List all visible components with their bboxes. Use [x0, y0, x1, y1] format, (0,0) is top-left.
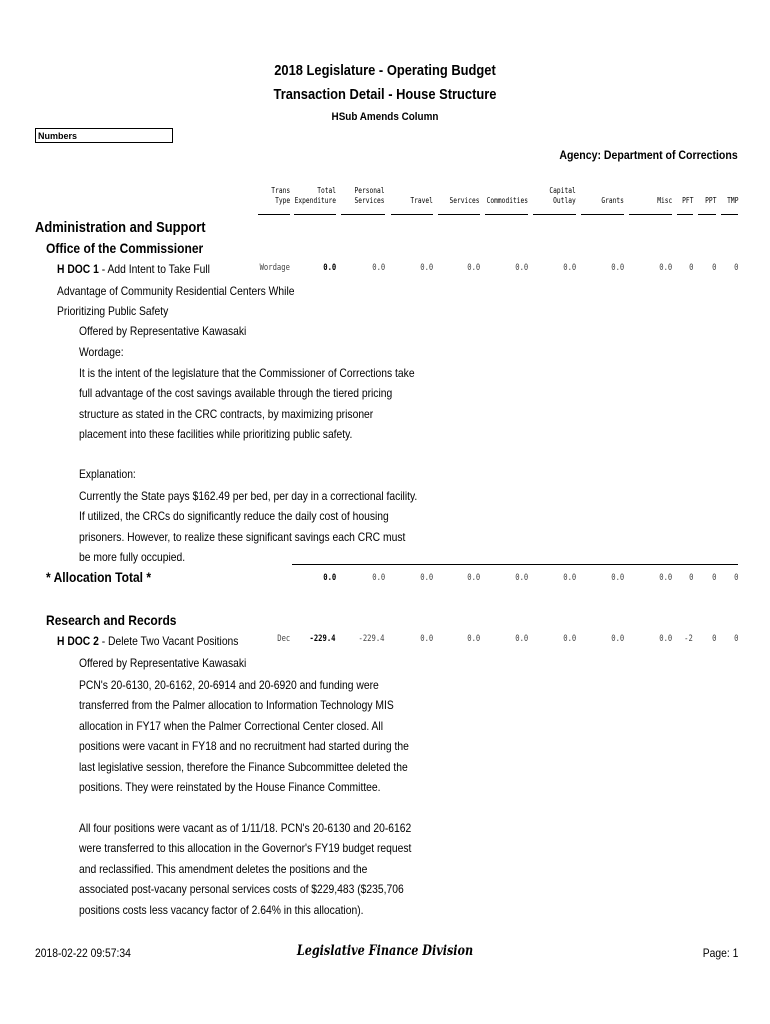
item2-title-line	[57, 634, 238, 648]
col-header-rule	[677, 214, 693, 215]
numbers-box: Numbers	[35, 128, 173, 143]
section-commissioner: Office of the Commissioner	[46, 240, 204, 256]
cell-tmp: 0	[733, 573, 738, 583]
col-header-line2: Type	[274, 196, 290, 205]
col-header-grants	[601, 186, 624, 206]
col-header-rule	[438, 214, 480, 215]
cell-travel: 0.0	[419, 634, 433, 644]
col-header-tmp	[727, 186, 738, 206]
cell-commodities: 0.0	[514, 263, 528, 273]
col-header-line2: Travel	[410, 196, 433, 205]
col-header-commodities	[487, 186, 528, 206]
cell-grants: 0.0	[610, 634, 624, 644]
cell-misc: 0.0	[658, 573, 672, 583]
cell-outlay: 0.0	[562, 263, 576, 273]
footer-page: Page: 1	[702, 946, 738, 960]
cell-type: Wordage	[259, 263, 290, 273]
col-header-rule	[341, 214, 385, 215]
col-header-line2: Outlay	[553, 196, 576, 205]
item1-title-c: Prioritizing Public Safety	[57, 304, 169, 318]
col-header-line1: Personal	[354, 186, 385, 195]
col-header-line2: Expenditure	[294, 196, 336, 205]
cell-expenditure: -229.4	[309, 634, 336, 644]
cell-ppt: 0	[711, 573, 716, 583]
cell-ppt: 0	[711, 263, 716, 273]
col-header-misc	[657, 186, 672, 206]
agency-label: Agency: Department of Corrections	[559, 148, 738, 162]
cell-travel: 0.0	[419, 573, 433, 583]
col-header-outlay	[550, 186, 576, 206]
cell-pft: 0	[688, 263, 693, 273]
col-header-expenditure	[295, 186, 336, 206]
cell-misc: 0.0	[658, 263, 672, 273]
cell-commodities: 0.0	[514, 573, 528, 583]
cell-services: 0.0	[371, 263, 385, 273]
item2-para2: All four positions were vacant as of 1/11/18. PCN's 20-6130 and 20-6162 were transferred to this allocation in the Governor's FY19 budget request and reclassified. This amendment deletes the positions and the associated post-vacany personal services costs of $229,483 ($235,706 positions costs less vacancy factor of 2.64% in this allocation).	[79, 821, 412, 917]
col-header-line2: TMP	[726, 196, 738, 205]
cell-pft: -2	[684, 634, 693, 644]
item1-title-line	[57, 262, 210, 276]
item1-explanation: Currently the State pays $162.49 per bed, per day in a correctional facility. If utilized, the CRCs do significantly reduce the daily cost of housing prisoners. However, to realize these significant savings each CRC must be more fully occupied.	[79, 489, 418, 565]
col-header-rule	[721, 214, 738, 215]
col-header-ppt	[705, 186, 716, 206]
cell-grants: 0.0	[610, 263, 624, 273]
column-name: HSub Amends Column	[331, 111, 439, 123]
item1-explanation-label: Explanation:	[79, 467, 136, 481]
col-header-line2: Services	[354, 196, 385, 205]
cell-travel: 0.0	[419, 263, 433, 273]
cell-services: -229.4	[358, 634, 385, 644]
item2-code: H DOC 2	[57, 634, 99, 648]
col-header-rule	[533, 214, 576, 215]
col-header-services	[355, 186, 385, 206]
cell-grants: 0.0	[610, 573, 624, 583]
cell-expenditure: 0.0	[322, 573, 336, 583]
section-admin: Administration and Support	[35, 219, 206, 236]
item1-offered: Offered by Representative Kawasaki	[79, 324, 247, 338]
item1-wordage: It is the intent of the legislature that the Commissioner of Corrections take full advantage of the cost savings available through the tiered pricing structure as stated in the CRC contracts, by maximizing prisoner placement into these facilities while prioritizing public safety.	[79, 366, 415, 442]
item1-title-a: - Add Intent to Take Full	[98, 262, 210, 276]
report-subtitle: Transaction Detail - House Structure	[273, 86, 497, 103]
col-header-line1: Capital	[549, 186, 576, 195]
col-header-line2: Commodities	[486, 196, 528, 205]
footer-timestamp: 2018-02-22 09:57:34	[35, 946, 131, 960]
footer-division: Legislative Finance Division	[296, 943, 474, 959]
cell-tmp: 0	[733, 263, 738, 273]
item2-para1: PCN's 20-6130, 20-6162, 20-6914 and 20-6920 and funding were transferred from the Palmer allocation to Information Technology MIS allocation in FY17 when the Palmer Correctional Center closed. All positions were vacant in FY18 and no recruitment had started during the last legislative session, therefore the Finance Subcommittee deleted the positions. They were reinstated by the House Finance Committee.	[79, 678, 409, 795]
col-header-rule	[294, 214, 336, 215]
col-header-pft	[682, 186, 693, 206]
col-header-services	[450, 186, 480, 206]
item2-title-a: - Delete Two Vacant Positions	[98, 634, 239, 648]
cell-outlay: 0.0	[562, 573, 576, 583]
item1-wordage-label: Wordage:	[79, 345, 124, 359]
alloc-total-rule	[292, 564, 738, 565]
col-header-type	[271, 186, 290, 206]
cell-services: 0.0	[371, 573, 385, 583]
cell-ppt: 0	[711, 634, 716, 644]
col-header-rule	[581, 214, 624, 215]
col-header-line1	[487, 186, 528, 196]
item1-code: H DOC 1	[57, 262, 99, 276]
cell-services: 0.0	[466, 634, 480, 644]
cell-expenditure: 0.0	[322, 263, 336, 273]
col-header-line2: Grants	[601, 196, 624, 205]
col-header-line1	[705, 186, 716, 196]
cell-type: Dec	[276, 634, 290, 644]
alloc-total-label: * Allocation Total *	[46, 569, 152, 585]
col-header-travel	[410, 186, 433, 206]
col-header-line1	[450, 186, 480, 196]
col-header-line1: Total	[317, 186, 336, 195]
col-header-line1: Trans	[271, 186, 290, 195]
cell-misc: 0.0	[658, 634, 672, 644]
col-header-line1	[410, 186, 433, 196]
col-header-line1	[657, 186, 672, 196]
cell-outlay: 0.0	[562, 634, 576, 644]
col-header-rule	[629, 214, 672, 215]
col-header-line1	[601, 186, 624, 196]
cell-tmp: 0	[733, 634, 738, 644]
cell-commodities: 0.0	[514, 634, 528, 644]
cell-services: 0.0	[466, 573, 480, 583]
col-header-line2: PFT	[681, 196, 693, 205]
cell-pft: 0	[688, 573, 693, 583]
col-header-line1	[682, 186, 693, 196]
col-header-line1	[727, 186, 738, 196]
col-header-rule	[698, 214, 716, 215]
col-header-line2: Services	[449, 196, 480, 205]
report-title: 2018 Legislature - Operating Budget	[274, 62, 496, 79]
col-header-rule	[258, 214, 290, 215]
col-header-line2: Misc	[656, 196, 672, 205]
col-header-rule	[391, 214, 433, 215]
item2-offered: Offered by Representative Kawasaki	[79, 656, 247, 670]
cell-services: 0.0	[466, 263, 480, 273]
col-header-line2: PPT	[704, 196, 716, 205]
item1-title-b: Advantage of Community Residential Centers While	[57, 284, 295, 298]
col-header-rule	[485, 214, 528, 215]
section-research: Research and Records	[46, 612, 177, 628]
